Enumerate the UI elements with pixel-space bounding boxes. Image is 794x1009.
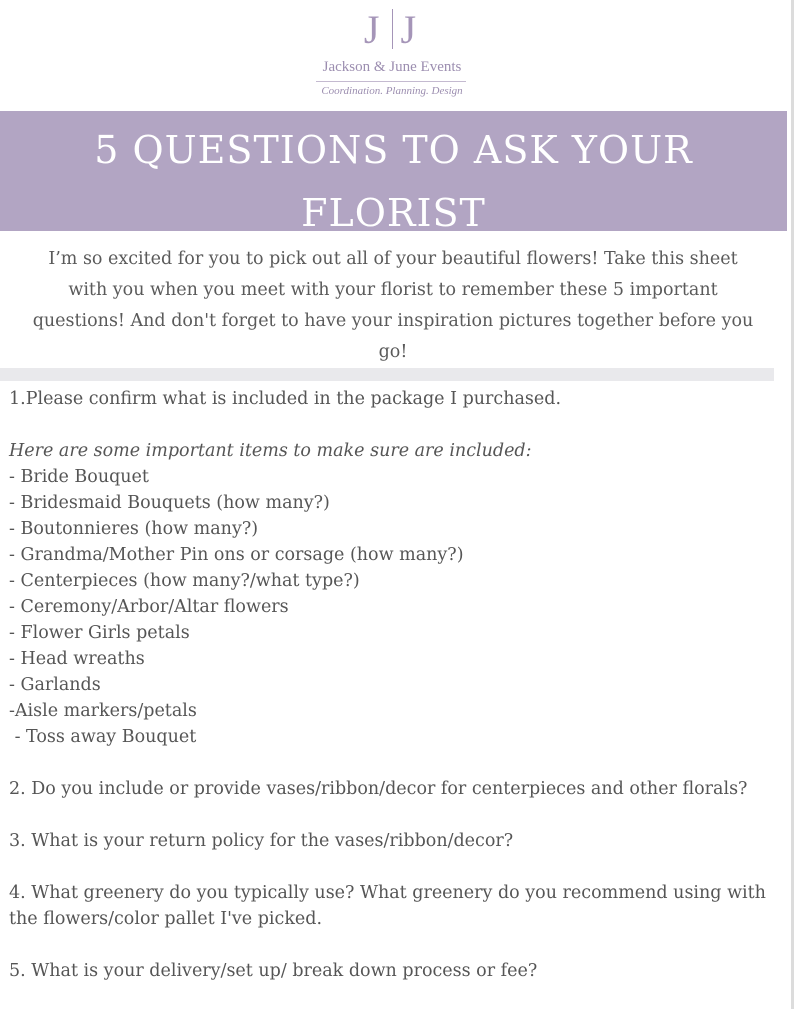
list-item: - Flower Girls petals (9, 623, 190, 643)
brand-rule (316, 81, 466, 82)
question-1: 1.Please confirm what is included in the package I purchased. (9, 389, 562, 409)
title-banner (0, 111, 787, 235)
monogram-divider (392, 9, 393, 49)
list-item: - Garlands (9, 675, 101, 695)
question-4-line-1: 4. What greenery do you typically use? What greenery do you recommend using with (9, 883, 766, 903)
list-item: - Toss away Bouquet (9, 727, 197, 747)
monogram-right-letter: J (400, 7, 421, 52)
list-item: - Head wreaths (9, 649, 145, 669)
page-title (0, 119, 787, 245)
brand-name: Jackson & June Events (322, 59, 462, 75)
brand-logo (0, 0, 784, 110)
question-2: 2. Do you include or provide vases/ribbon/decor for centerpieces and other florals? (9, 779, 748, 799)
brand-tagline: Coordination. Planning. Design (321, 85, 463, 97)
intro-paragraph: I’m so excited for you to pick out all of your beautiful flowers! Take this sheet with you when you meet with your florist to remember these 5 important questions! And don't forget to have your inspiration pictures together before you go! (32, 249, 754, 362)
page-title-line-2: FLORIST (301, 191, 486, 235)
list-item: - Bridesmaid Bouquets (how many?) (9, 493, 330, 513)
list-item: - Grandma/Mother Pin ons or corsage (how many?) (9, 545, 464, 565)
section-divider (0, 368, 774, 381)
list-item: - Bride Bouquet (9, 467, 149, 487)
question-5: 5. What is your delivery/set up/ break down process or fee? (9, 961, 538, 981)
page-title-line-1: 5 QUESTIONS TO ASK YOUR (94, 128, 693, 172)
list-item: -Aisle markers/petals (9, 701, 197, 721)
question-4-line-2: the flowers/color pallet I've picked. (9, 909, 323, 929)
monogram-left-letter: J (363, 7, 384, 52)
list-item: - Ceremony/Arbor/Altar flowers (9, 597, 289, 617)
question-3: 3. What is your return policy for the vases/ribbon/decor? (9, 831, 514, 851)
items-heading: Here are some important items to make sure are included: (9, 441, 532, 461)
list-item: - Centerpieces (how many?/what type?) (9, 571, 360, 591)
monogram (0, 6, 784, 54)
list-item: - Boutonnieres (how many?) (9, 519, 259, 539)
